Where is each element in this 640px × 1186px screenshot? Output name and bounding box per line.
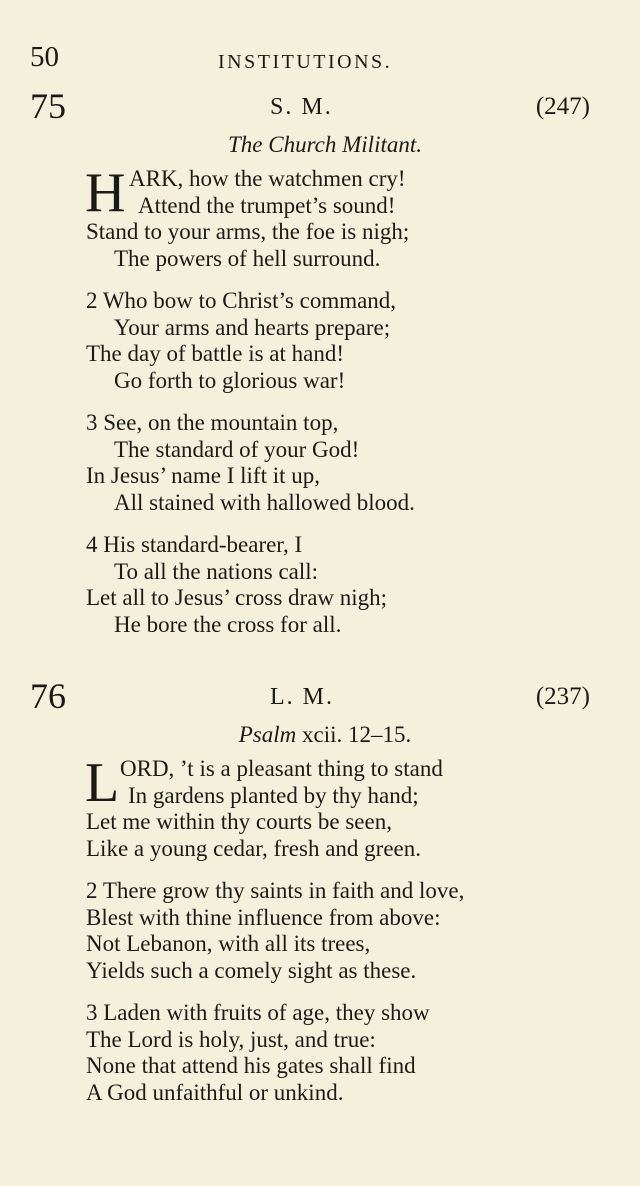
hymn-reference: (237) [535,683,590,710]
stanza-line: The day of battle is at hand! [86,341,345,366]
stanza-1 [30,162,590,272]
stanza-line: All stained with hallowed blood. [114,489,415,515]
hymn-title [60,720,590,750]
stanza-3 [30,410,590,516]
stanza-line: 4 His standard-bearer, I [86,532,303,557]
hymn-number: 76 [30,676,66,716]
stanza-line: To all the nations call: [114,558,319,584]
stanza-line: In gardens planted by thy hand; [128,782,419,808]
stanza-line: ORD, ’t is a pleasant thing to stand [120,756,443,781]
stanza-3 [30,1000,590,1106]
stanza-line: The powers of hell surround. [114,245,381,271]
stanza-line: Attend the trumpet’s sound! [138,192,396,218]
stanza-line: In Jesus’ name I lift it up, [86,463,320,488]
stanza-line: 3 See, on the mountain top, [86,410,339,435]
stanza-line: ARK, how the watchmen cry! [129,166,406,191]
stanza-line: A God unfaithful or unkind. [86,1079,344,1105]
stanza-2 [30,288,590,394]
running-head [30,40,590,80]
hymn-75 [30,86,590,638]
page-number: 50 [30,41,59,73]
stanza-line: None that attend his gates shall find [86,1053,416,1078]
hymn-header [30,676,590,716]
hymn-number: 75 [30,86,66,126]
stanza-line: Let me within thy courts be seen, [86,809,392,834]
hymn-reference: (247) [535,93,590,120]
stanza-line: He bore the cross for all. [114,611,342,637]
hymn-title-roman: xcii. 12–15. [302,722,412,747]
hymn-meter: S. M. [270,94,333,120]
section-title: INSTITUTIONS. [218,51,393,73]
stanza-line: 2 There grow thy saints in faith and love, [86,878,465,903]
drop-cap: H [85,162,126,224]
stanza-1 [30,752,590,862]
stanza-line: Your arms and hearts prepare; [114,314,391,340]
stanza-line: Go forth to glorious war! [114,367,346,393]
stanza-line: 3 Laden with fruits of age, they show [86,1000,430,1025]
hymn-meter: L. M. [270,684,334,710]
drop-cap: L [85,752,120,814]
stanza-line: Blest with thine influence from above: [86,904,441,930]
stanza-line: The Lord is holy, just, and true: [86,1026,376,1052]
stanza-2 [30,878,590,984]
hymn-76 [30,676,590,1106]
hymn-title-italic: Psalm [238,722,297,747]
stanza-line: Stand to your arms, the foe is nigh; [86,219,410,244]
stanza-line: Not Lebanon, with all its trees, [86,931,371,956]
stanza-line: Like a young cedar, fresh and green. [86,835,421,861]
stanza-line: The standard of your God! [114,436,360,462]
hymn-title: The Church Militant. [227,132,422,157]
stanza-4 [30,532,590,638]
hymn-header [30,86,590,126]
stanza-line: Let all to Jesus’ cross draw nigh; [86,585,388,610]
stanza-line: 2 Who bow to Christ’s command, [86,288,397,313]
stanza-line: Yields such a comely sight as these. [86,957,417,983]
